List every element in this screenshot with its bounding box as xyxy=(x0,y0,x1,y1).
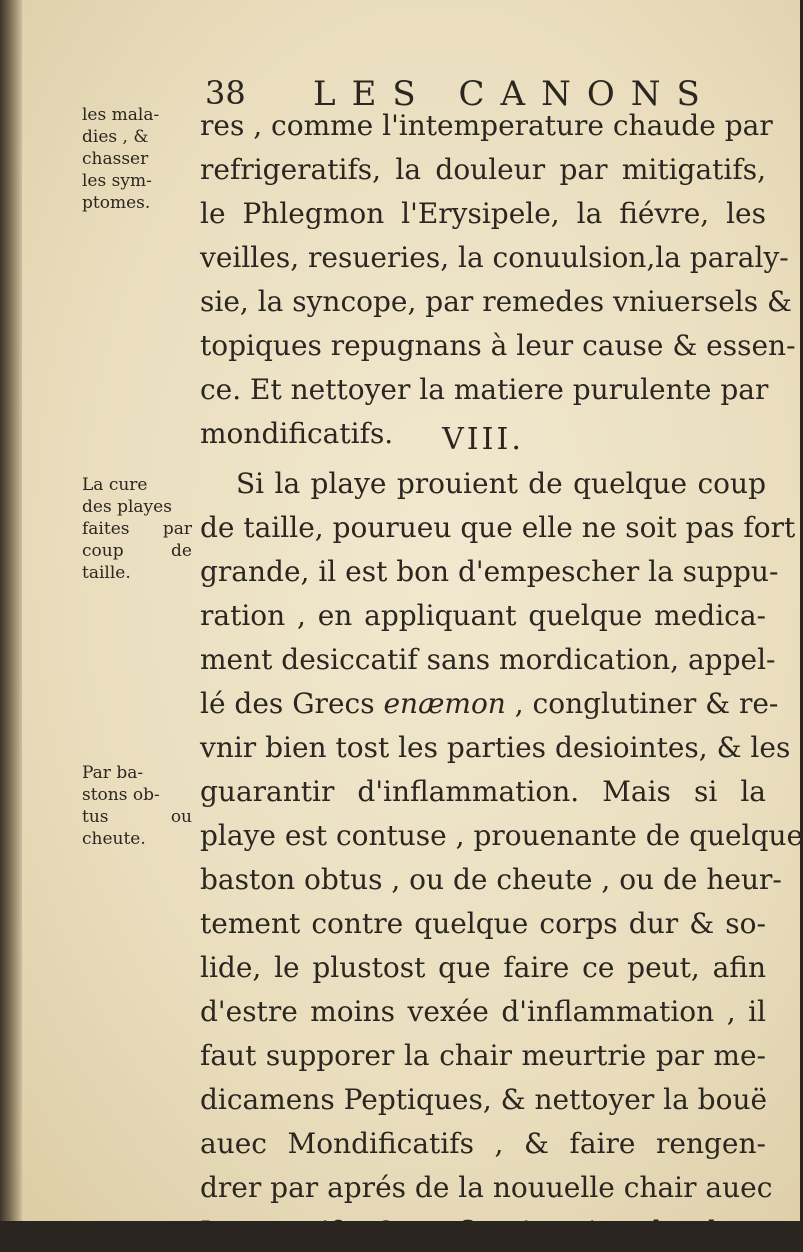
text-line: baston obtus , ou de cheute , ou de heur- xyxy=(200,863,782,896)
text-line: tement contre quelque corps dur & so- xyxy=(200,907,766,940)
marginal-line: La cure xyxy=(82,475,148,495)
text-line: auec Mondificatifs , & faire rengen- xyxy=(200,1127,766,1160)
text-line: sie, la syncope, par remedes vniuersels & xyxy=(200,285,792,318)
marginal-line: ptomes. xyxy=(82,193,151,213)
text-segment: lé des Grecs xyxy=(200,687,375,720)
page-binding-shadow xyxy=(0,0,22,1221)
text-line: Incarnatifs, & en fin cicatriser la playe xyxy=(200,1215,766,1248)
marginal-note-batons xyxy=(82,762,200,850)
text-line: de taille, pourueu que elle ne soit pas fort xyxy=(200,511,796,544)
text-line: res , comme l'intemperature chaude par xyxy=(200,109,773,142)
marginal-line: les sym- xyxy=(82,171,152,191)
marginal-line: chasser xyxy=(82,149,149,169)
text-line: topiques repugnans à leur cause & essen- xyxy=(200,329,796,362)
text-line-composite xyxy=(200,684,779,724)
text-line: faut supporer la chair meurtrie par me- xyxy=(200,1039,766,1072)
text-line: veilles, resueries, la conuulsion,la paraly- xyxy=(200,241,789,274)
text-line: lide, le plustost que faire ce peut, afin xyxy=(200,951,766,984)
text-segment: , conglutiner & re- xyxy=(514,687,779,720)
marginal-line: dies , & xyxy=(82,127,149,147)
text-line: d'estre moins vexée d'inflammation , il xyxy=(200,995,766,1028)
text-line: mondificatifs. xyxy=(200,417,394,450)
text-line: drer par aprés de la nouuelle chair auec xyxy=(200,1171,773,1204)
text-line: vnir bien tost les parties desiointes, & les xyxy=(200,731,791,764)
marginal-note-cure xyxy=(82,474,200,584)
text-line: Si la playe prouient de quelque coup xyxy=(236,467,766,500)
marginal-line: stons ob- xyxy=(82,785,160,805)
text-line: guarantir d'inflammation. Mais si la xyxy=(200,775,766,808)
text-line: grande, il est bon d'empescher la suppu- xyxy=(200,555,779,588)
greek-term: enæmon xyxy=(383,687,506,720)
marginal-line: cheute. xyxy=(82,829,146,849)
text-line: refrigeratifs, la douleur par mitigatifs, xyxy=(200,153,766,186)
text-line: ment desiccatif sans mordication, appel- xyxy=(200,643,776,676)
marginal-line: Par ba- xyxy=(82,763,144,783)
section-heading: VIII. xyxy=(442,422,524,457)
text-line: dicamens Peptiques, & nettoyer la bouë xyxy=(200,1083,768,1116)
running-title: LES CANONS xyxy=(313,74,716,114)
marginal-line: les mala- xyxy=(82,105,160,125)
marginal-line: faites par xyxy=(82,519,192,539)
marginal-note-symptoms xyxy=(82,104,200,214)
text-line: le Phlegmon l'Erysipele, la fiévre, les xyxy=(200,197,766,230)
page-number: 38 xyxy=(205,74,246,112)
marginal-line: tus ou xyxy=(82,807,192,827)
text-line: playe est contuse , prouenante de quelque xyxy=(200,819,803,852)
marginal-line: coup de xyxy=(82,541,192,561)
marginal-line: des playes xyxy=(82,497,172,517)
text-line: ration , en appliquant quelque medica- xyxy=(200,599,766,632)
text-line: ce. Et nettoyer la matiere purulente par xyxy=(200,373,769,406)
marginal-line: taille. xyxy=(82,563,131,583)
